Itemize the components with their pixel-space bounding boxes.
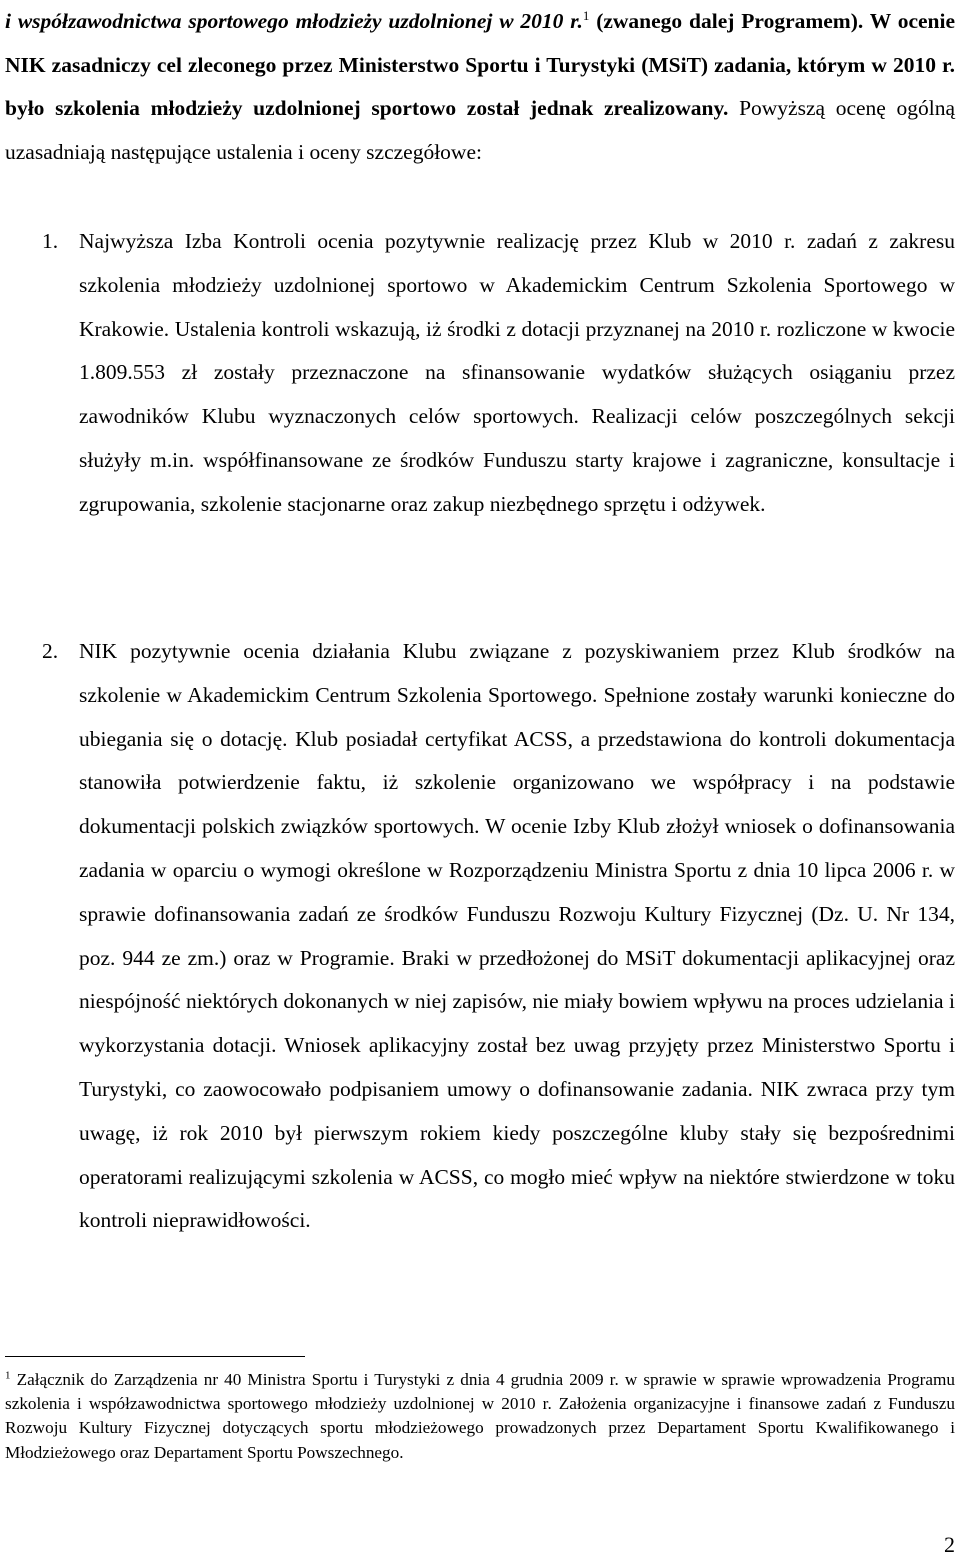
list-item-text: NIK pozytywnie ocenia działania Klubu związane z pozyskiwaniem przez Klub środków na szkolenie w Akademickim Centrum Szkolenia Sportowego. Spełnione zostały warunki konieczne do ubiegania się o dotację. Klub posiadał certyfikat ACSS, a przedstawiona do kontroli dokumentacja stanowiła potwierdzenie faktu, iż szkolenie organizowano we współpracy i na podstawie dokumentacji polskich związków sportowych. W ocenie Izby Klub złożył wniosek o dofinansowania zadania w oparciu o wymogi określone w Rozporządzeniu Ministra Sportu z dnia 10 lipca 2006 r. w sprawie dofinansowania zadań ze środków Funduszu Rozwoju Kultury Fizycznej (Dz. U. Nr 134, poz. 944 ze zm.) oraz w Programie. Braki w przedłożonej do MSiT dokumentacji aplikacyjnej oraz niespójność niektórych dokonanych w niej zapisów, nie miały bowiem wpływu na proces udzielania i wykorzystania dotacji. Wniosek aplikacyjny został bez uwag przyjęty przez Ministerstwo Sportu i Turystyki, co zaowocowało podpisaniem umowy o dofinansowanie zadania. NIK zwraca przy tym uwagę, iż rok 2010 był pierwszym rokiem kiedy poszczególne kluby stały się bezpośrednimi operatorami realizującymi szkolenia w ACSS, co mogło mieć wpływ na niektóre stwierdzone w toku kontroli nieprawidłowości. (79, 639, 955, 1233)
intro-italic-text: i współzawodnictwa sportowego młodzieży uzdolnionej w 2010 r. (5, 9, 583, 33)
list-item-text: Najwyższa Izba Kontroli ocenia pozytywnie realizację przez Klub w 2010 r. zadań z zakresu szkolenia młodzieży uzdolnionej sportowo w Akademickim Centrum Szkolenia Sportowego w Krakowie. Ustalenia kontroli wskazują, iż środki z dotacji przyznanej na 2010 r. rozliczone w kwocie 1.809.553 zł zostały przeznaczone na sfinansowanie wydatków służących osiąganiu przez zawodników Klubu wyznaczonych celów sportowych. Realizacji celów poszczególnych sekcji służyły m.in. współfinansowane ze środków Funduszu starty krajowe i zagraniczne, konsultacje i zgrupowania, szkolenie stacjonarne oraz zakup niezbędnego sprzętu i odżywek. (79, 229, 955, 516)
footnote-number: 1 (5, 1369, 11, 1382)
footnote-text: Załącznik do Zarządzenia nr 40 Ministra Sportu i Turystyki z dnia 4 grudnia 2009 r. w sprawie w sprawie wprowadzenia Programu szkolenia i współzawodnictwa sportowego młodzieży uzdolnionej w 2010 r. Założenia organizacyjne i finansowe zadań z Funduszu Rozwoju Kultury Fizycznej dotyczących sportu młodzieżowego prowadzonych przez Departament Sportu Kwalifikowanego i Młodzieżowego oraz Departament Sportu Powszechnego. (5, 1370, 955, 1462)
list-item-number: 1. (42, 229, 59, 253)
footnote-reference[interactable]: 1 (582, 7, 590, 23)
intro-bold-text: (zwanego dalej Programem). W ocenie NIK zasadniczy cel zleconego przez Ministerstwo Sportu i Turystyki (MSiT) zadania, którym w 2010 r. było szkolenia młodzieży uzdolnionej sportowo został jednak zrealizowany. (5, 9, 956, 120)
footnote (5, 1368, 955, 1465)
footnote-separator (5, 1356, 305, 1357)
list-item-number: 2. (42, 639, 59, 663)
intro-regular-text: Powyższą ocenę ogólną uzasadniają następujące ustalenia i oceny szczegółowe: (5, 96, 956, 164)
intro-paragraph (5, 0, 955, 174)
page-number: 2 (944, 1532, 955, 1557)
